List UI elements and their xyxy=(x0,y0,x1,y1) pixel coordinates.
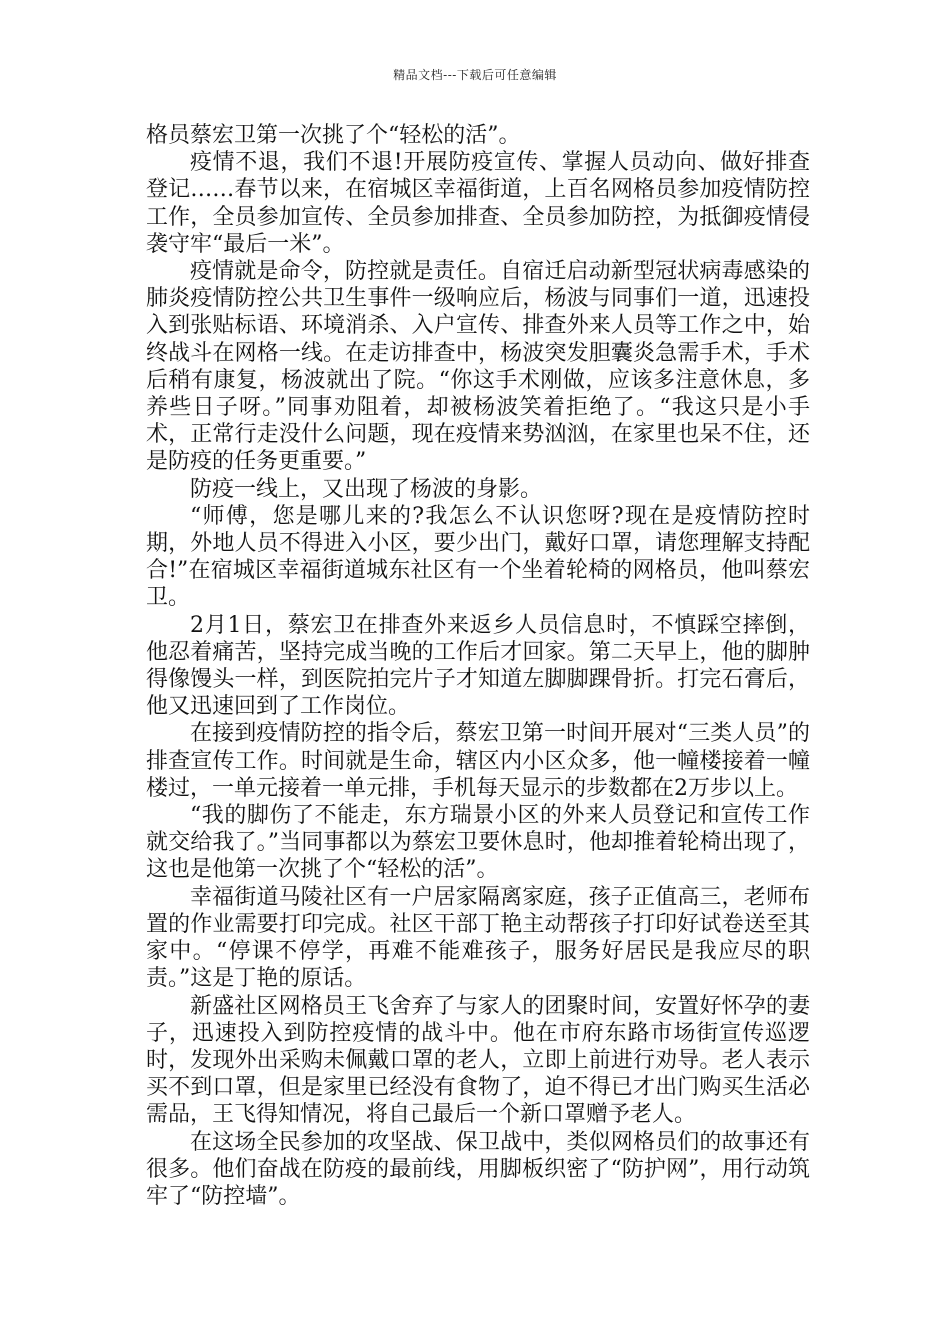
paragraph: 在接到疫情防控的指令后，蔡宏卫第一时间开展对“三类人员”的排查宣传工作。时间就是生命，辖区内小区众多，他一幢楼接着一幢楼过，一单元接着一单元排，手机每天显示的步数都在2万步以上。 xyxy=(146,721,810,801)
paragraph: 新盛社区网格员王飞舍弃了与家人的团聚时间，安置好怀孕的妻子，迅速投入到防控疫情的战斗中。他在市府东路市场街宣传巡逻时，发现外出采购未佩戴口罩的老人，立即上前进行劝导。老人表示买不到口罩，但是家里已经没有食物了，迫不得已才出门购买生活必需品，王飞得知情况，将自己最后一个新口罩赠予老人。 xyxy=(146,993,810,1128)
document-body xyxy=(146,122,810,1210)
paragraph: 疫情就是命令，防控就是责任。自宿迁启动新型冠状病毒感染的肺炎疫情防控公共卫生事件一级响应后，杨波与同事们一道，迅速投入到张贴标语、环境消杀、入户宣传、排查外来人员等工作之中，始终战斗在网格一线。在走访排查中，杨波突发胆囊炎急需手术，手术后稍有康复，杨波就出了院。“你这手术刚做，应该多注意休息，多养些日子呀。”同事劝阻着，却被杨波笑着拒绝了。“我这只是小手术，正常行走没什么问题，现在疫情来势汹汹，在家里也呆不住，还是防疫的任务更重要。” xyxy=(146,259,810,475)
paragraph: “师傅，您是哪儿来的?我怎么不认识您呀?现在是疫情防控时期，外地人员不得进入小区，要少出门，戴好口罩，请您理解支持配合!”在宿城区幸福街道城东社区有一个坐着轮椅的网格员，他叫蔡宏卫。 xyxy=(146,503,810,611)
paragraph-continuation: 格员蔡宏卫第一次挑了个“轻松的活”。 xyxy=(146,123,521,148)
paragraph: 幸福街道马陵社区有一户居家隔离家庭，孩子正值高三，老师布置的作业需要打印完成。社区干部丁艳主动帮孩子打印好试卷送至其家中。“停课不停学，再难不能难孩子，服务好居民是我应尽的职责。”这是丁艳的原话。 xyxy=(146,884,810,992)
paragraph: “我的脚伤了不能走，东方瑞景小区的外来人员登记和宣传工作就交给我了。”当同事都以为蔡宏卫要休息时，他却推着轮椅出现了，这也是他第一次挑了个“轻松的活”。 xyxy=(146,803,810,883)
paragraph: 疫情不退，我们不退!开展防疫宣传、掌握人员动向、做好排查登记……春节以来，在宿城区幸福街道，上百名网格员参加疫情防控工作，全员参加宣传、全员参加排查、全员参加防控，为抵御疫情侵袭守牢“最后一米”。 xyxy=(146,150,810,257)
paragraph: 2月1日，蔡宏卫在排查外来返乡人员信息时，不慎踩空摔倒，他忍着痛苦，坚持完成当晚的工作后才回家。第二天早上，他的脚肿得像馒头一样，到医院拍完片子才知道左脚脚踝骨折。打完石膏后，他又迅速回到了工作岗位。 xyxy=(146,612,810,720)
page-header: 精品文档---下载后可任意编辑 xyxy=(393,68,557,82)
paragraph: 防疫一线上，又出现了杨波的身影。 xyxy=(190,476,543,502)
paragraph: 在这场全民参加的攻坚战、保卫战中，类似网格员们的故事还有很多。他们奋战在防疫的最前线，用脚板织密了“防护网”，用行动筑牢了“防控墙”。 xyxy=(146,1129,810,1209)
